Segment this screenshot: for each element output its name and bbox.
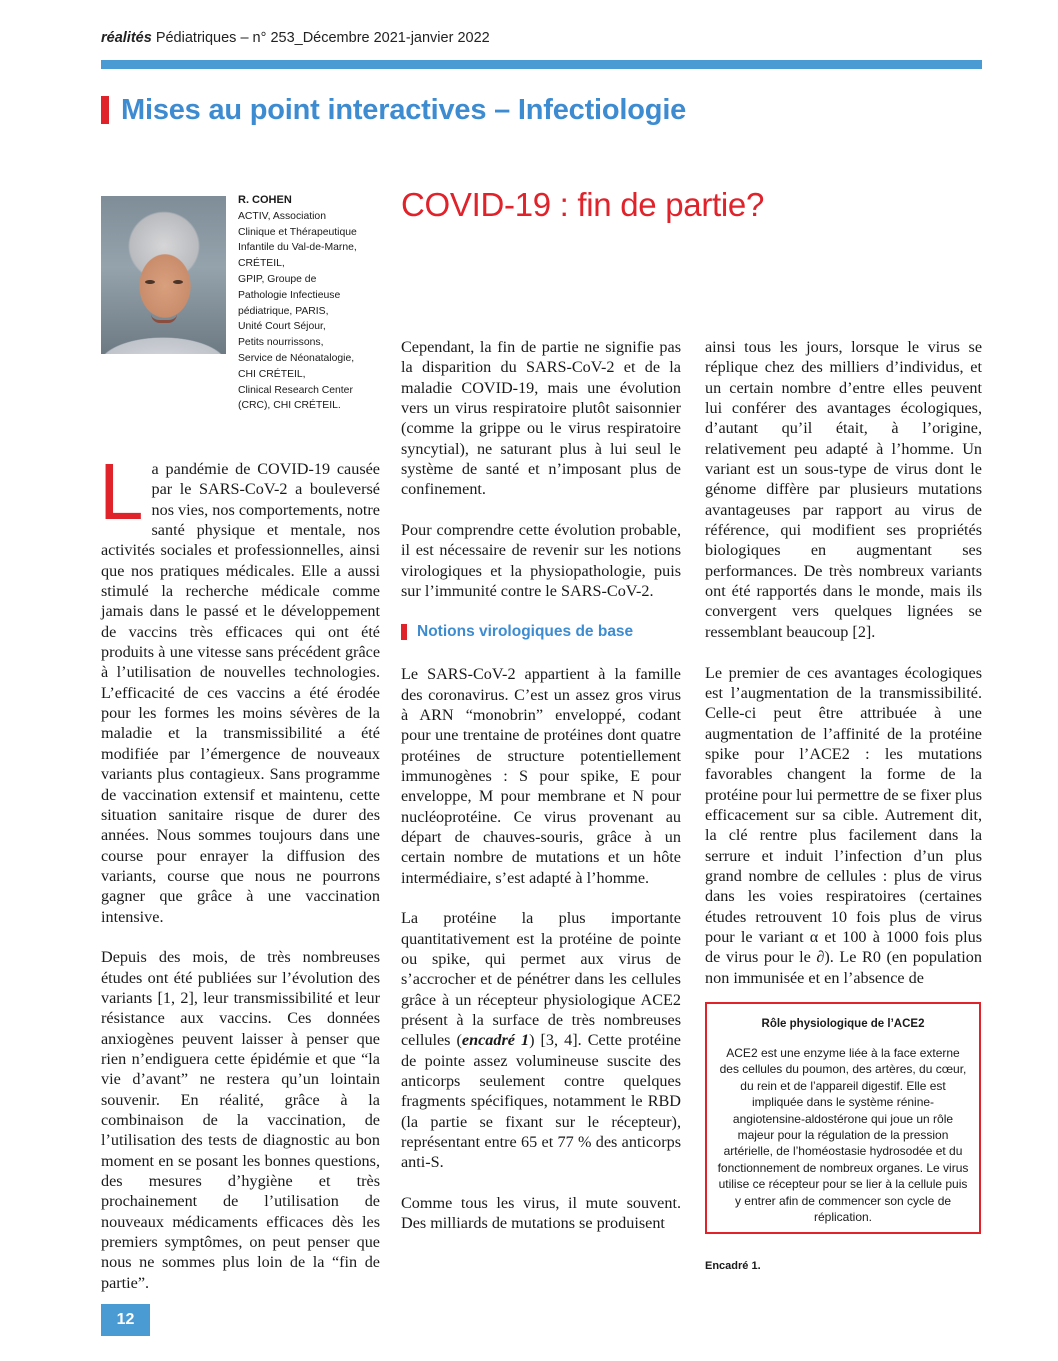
affiliation-line: Service de Néonatalogie, — [238, 352, 355, 364]
paragraph: Depuis des mois, de très nombreuses études ont été publiées sur l’évolution des variants [1, 2], leur transmissibilité et leur résistance aux vaccins. Ces données anxiogènes peuvent laisser à penser que rien n’endiguera cette épidémie et que “la vie d’avant” ne restera qu’un lointain souvenir. En réalité, grâce à la combinaison de la vaccination, de l’utilisation des tests de diagnostic au bon moment en se posant les bonnes questions, des mesures d’hygiène et très prochainement de l’utilisation de nouveaux médicaments efficaces dès les premiers symptômes, on peut penser que nous ne sommes plus loin de la “fin de partie”. — [101, 948, 380, 1292]
paragraph — [401, 908, 681, 1172]
paragraph: Comme tous les virus, il mute souvent. Des milliards de mutations se produisent — [401, 1194, 681, 1233]
running-head — [101, 30, 490, 46]
text-column-1 — [99, 447, 380, 1313]
author-affiliation — [238, 193, 383, 414]
affiliation-line: Clinical Research Center — [238, 384, 353, 396]
affiliation-line: Clinique et Thérapeutique — [238, 226, 357, 238]
photo-detail — [173, 280, 183, 284]
paragraph-text: La protéine la plus importante quantitativement est la protéine de pointe ou spike, qui permet aux virus de s’accrocher et de pénétrer dans les cellules grâce à un récepteur physiologique ACE2 présent à la surface de très nombreuses cellules ( — [401, 909, 681, 1050]
affiliation-line: pédiatrique, PARIS, — [238, 305, 329, 317]
subsection-heading — [401, 622, 681, 642]
box-caption: Encadré 1. — [705, 1260, 761, 1272]
section-title: Mises au point interactives – Infectiologie — [121, 93, 687, 126]
section-marker — [101, 96, 109, 124]
affiliation-line: Petits nourrissons, — [238, 337, 324, 349]
section-heading — [101, 90, 686, 130]
affiliation-line: ACTIV, Association — [238, 210, 326, 222]
article-title: COVID-19 : fin de partie? — [401, 186, 765, 223]
paragraph: Pour comprendre cette évolution probable, il est nécessaire de revenir sur les notions virologiques et la physiopathologie, puis sur l’immunité contre le SARS-CoV-2. — [401, 521, 681, 601]
drop-cap: L — [99, 447, 144, 536]
info-box-title: Rôle physiologique de l’ACE2 — [761, 1018, 925, 1030]
paragraph-text: a pandémie de COVID-19 causée par le SARS-CoV-2 a bouleversé nos vies, nos comportements, notre santé physique et mentale, nos activités sociales et professionnelles, ainsi que nos pratiques médicales. Elle a aussi stimulé la recherche médicale comme jamais dans le passé et le développement de vaccins très efficaces qui ont été produits à une vitesse sans précédent grâce à l’utilisation de nouvelles technologies. L’efficacité de ces vaccins a été érodée pour les formes les moins sévères de la maladie et la transmissibilité a été modifiée par l’émergence de nouveaux variants plus contagieux. Sans programme de vaccination extensif et maintenu, cette situation sanitaire risque de durer des années. Nous sommes toujours dans une course pour enrayer la diffusion des variants, course que nous ne pourrons gagner que grâce à une vaccination intensive. — [101, 460, 380, 926]
info-box-body: ACE2 est une enzyme liée à la face externe des cellules du poumon, des artères, du cœur, du rein et de l’appareil digestif. Elle est impliquée dans le système rénine-angiotensine-aldostérone qui joue un rôle majeur pour la régulation de la pression artérielle, de l’homéostasie hydrosodée et du fonctionnement de nombreux organes. Le virus utilise ce récepteur pour se lier à la cellule puis y entrer afin de commencer son cycle de réplication. — [717, 1046, 969, 1225]
info-box — [705, 1002, 981, 1234]
paragraph: Le SARS-CoV-2 appartient à la famille des coronavirus. C’est un assez gros virus à ARN “monobrin” enveloppé, codant pour une trentaine de protéines dont quatre protéines de structure potentiellement immunogènes : S pour spike, E pour enveloppe, M pour membrane et N pour nucléoprotéine. Ce virus provenant au départ de chauves-souris, grâce à un certain nombre de mutations et un hôte intermédiaire, s’est adapté à l’homme. — [401, 665, 681, 887]
paragraph-text: ) [3, 4]. Cette protéine de pointe assez volumineuse suscite des anticorps seulement contre quelques fragments spécifiques, notamment le RBD (la partie se fixant sur le récepteur), représentant entre 65 et 77 % des anticorps anti-S. — [401, 1031, 681, 1172]
author-name: R. COHEN — [238, 194, 292, 206]
affiliation-line: Unité Court Séjour, — [238, 321, 326, 333]
box-reference: encadré 1 — [461, 1031, 530, 1050]
text-column-3 — [705, 337, 982, 1008]
affiliation-line: GPIP, Groupe de — [238, 273, 317, 285]
page-number: 12 — [101, 1304, 150, 1336]
affiliation-line: CRÉTEIL, — [238, 258, 285, 270]
subsection-marker — [401, 624, 407, 640]
issue-info: Pédiatriques – n° 253_Décembre 2021-janvier 2022 — [151, 30, 490, 46]
subsection-title: Notions virologiques de base — [417, 622, 634, 640]
text-column-2 — [401, 337, 681, 1254]
paragraph: Cependant, la fin de partie ne signifie pas la disparition du SARS-CoV-2 et de la maladie COVID-19, mais une évolution vers un virus respiratoire plutôt saisonnier (comme la grippe ou le virus respiratoire syncytial), ne saturant plus à lui seul le système de santé et n’imposant plus de confinement. — [401, 338, 681, 499]
photo-detail — [145, 280, 155, 284]
author-photo — [101, 196, 226, 354]
paragraph — [99, 447, 380, 927]
paragraph: ainsi tous les jours, lorsque le virus se réplique chez des milliers d’individus, et un certain nombre d’entre elles peuvent lui conférer des avantages écologiques, d’autant qu’il était, à l’origine, relativement peu adapté à l’homme. Un variant est un sous-type de virus dont le génome diffère par plusieurs mutations avantageuses par rapport au virus de référence, qui modifient ses propriétés biologiques en augmentant ses performances. De très nombreux variants ont été rapportés dans le monde, mais ils convergent vers quelques lignées se ressemblant beaucoup [2]. — [705, 338, 982, 641]
affiliation-line: Pathologie Infectieuse — [238, 289, 341, 301]
affiliation-line: Infantile du Val-de-Marne, — [238, 242, 357, 254]
journal-name: réalités — [101, 30, 152, 46]
affiliation-line: (CRC), CHI CRÉTEIL. — [238, 400, 341, 412]
photo-detail — [151, 314, 177, 323]
header-rule — [101, 60, 982, 69]
paragraph: Le premier de ces avantages écologiques est l’augmentation de la transmissibilité. Celle-ci peut être attribuée à une augmentation de l’affinité de la protéine spike pour l’ACE2 : les mutations favorables changent la forme de la protéine pour lui permettre de se fixer plus efficacement sur sa cible. Autrement dit, la clé rentre plus facilement dans la serrure et induit l’infection d’un plus grand nombre de cellules : plus de virus dans les voies respiratoires (certaines études retrouvent 10 fois plus de virus pour le variant α et 100 à 1000 fois plus de virus pour le ∂). Le R0 (en population non immunisée et en l’absence de — [705, 663, 982, 987]
affiliation-line: CHI CRÉTEIL, — [238, 368, 306, 380]
